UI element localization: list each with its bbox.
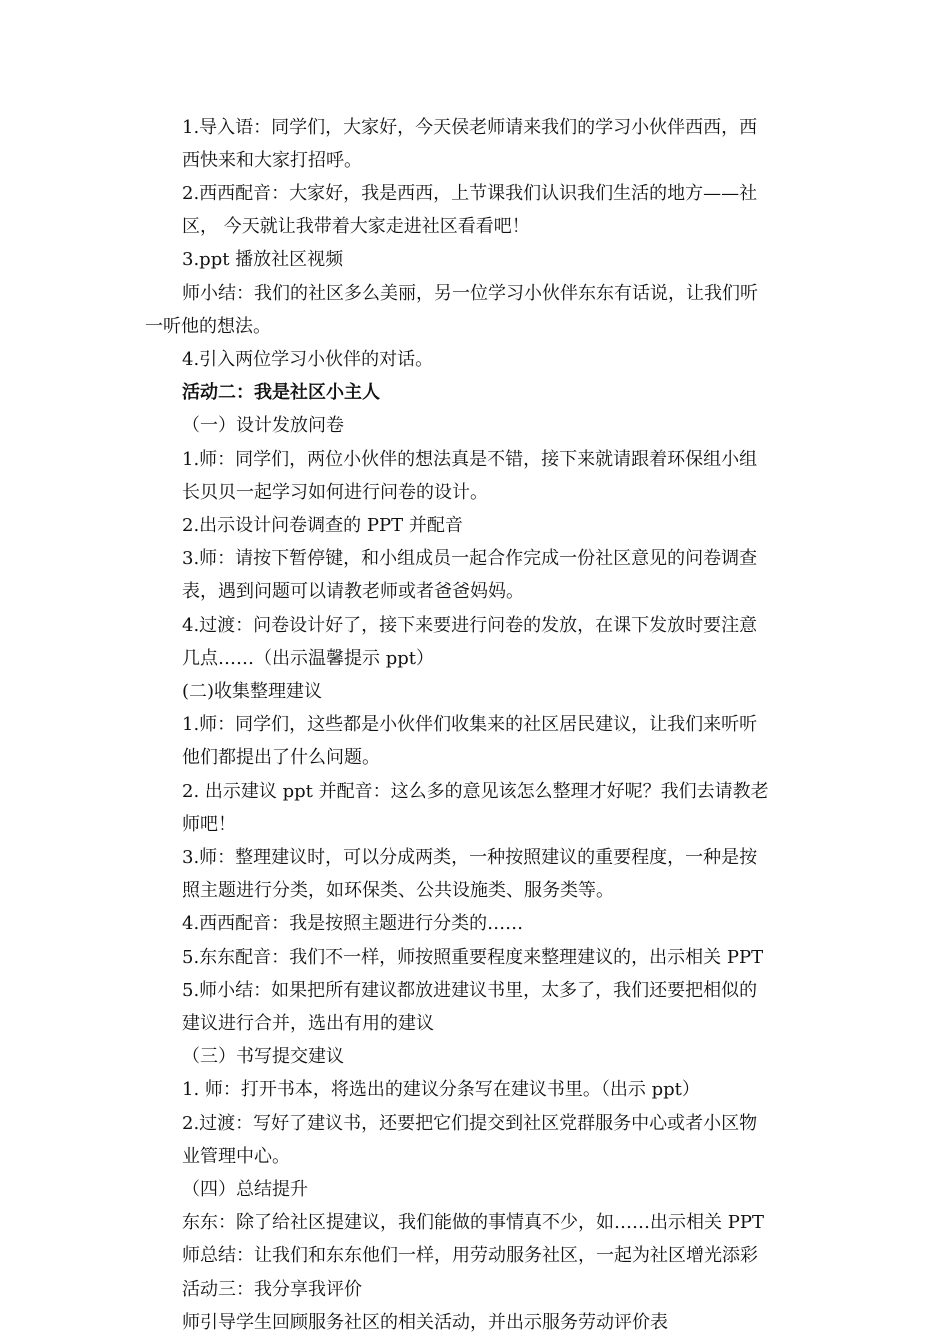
text-line: 1.师：同学们，两位小伙伴的想法真是不错，接下来就请跟着环保组小组	[182, 449, 758, 470]
text-line: 3.师：整理建议时，可以分成两类，一种按照建议的重要程度，一种是按	[182, 847, 758, 868]
text-line: 师小结：我们的社区多么美丽，另一位学习小伙伴东东有话说，让我们听	[182, 283, 758, 304]
text-line: 他们都提出了什么问题。	[182, 747, 380, 768]
text-line: 3.ppt 播放社区视频	[182, 249, 344, 270]
text-line: 照主题进行分类，如环保类、公共设施类、服务类等。	[182, 880, 614, 901]
text-line: 2.出示设计问卷调查的 PPT 并配音	[182, 515, 463, 536]
text-line: 表，遇到问题可以请教老师或者爸爸妈妈。	[182, 581, 524, 602]
section-heading: 活动二：我是社区小主人	[182, 382, 380, 403]
text-line: 西快来和大家打招呼。	[182, 150, 362, 171]
text-line: 1. 师：打开书本，将选出的建议分条写在建议书里。（出示 ppt）	[182, 1079, 700, 1100]
text-line: 2.西西配音：大家好，我是西西，上节课我们认识我们生活的地方——社	[182, 183, 758, 204]
text-line: 长贝贝一起学习如何进行问卷的设计。	[182, 482, 488, 503]
subsection-heading: （四）总结提升	[182, 1179, 308, 1200]
text-line: 2.过渡：写好了建议书，还要把它们提交到社区党群服务中心或者小区物	[182, 1113, 758, 1134]
text-line: 5.师小结：如果把所有建议都放进建议书里，太多了，我们还要把相似的	[182, 980, 758, 1001]
text-line: 建议进行合并，选出有用的建议	[182, 1013, 434, 1034]
text-line: 2. 出示建议 ppt 并配音：这么多的意见该怎么整理才好呢？我们去请教老	[182, 781, 769, 802]
text-line: 5.东东配音：我们不一样，师按照重要程度来整理建议的，出示相关 PPT	[182, 947, 764, 968]
text-line: 3.师：请按下暂停键，和小组成员一起合作完成一份社区意见的问卷调查	[182, 548, 758, 569]
text-line: 业管理中心。	[182, 1146, 290, 1167]
text-line: 4.引入两位学习小伙伴的对话。	[182, 349, 434, 370]
subsection-heading: (二)收集整理建议	[182, 681, 323, 702]
text-line: 1.导入语：同学们，大家好，今天侯老师请来我们的学习小伙伴西西，西	[182, 117, 758, 138]
text-line: 4.过渡：问卷设计好了，接下来要进行问卷的发放，在课下发放时要注意	[182, 615, 758, 636]
text-line: 4.西西配音：我是按照主题进行分类的……	[182, 913, 524, 934]
text-line: 师引导学生回顾服务社区的相关活动，并出示服务劳动评价表	[182, 1312, 668, 1333]
text-line: 几点……（出示温馨提示 ppt）	[182, 648, 434, 669]
text-line: 一听他的想法。	[145, 316, 271, 337]
text-line: 东东：除了给社区提建议，我们能做的事情真不少，如……出示相关 PPT	[182, 1212, 764, 1233]
text-line: 师吧！	[182, 814, 236, 835]
text-line: 1.师：同学们，这些都是小伙伴们收集来的社区居民建议，让我们来听听	[182, 714, 758, 735]
section-heading: 活动三：我分享我评价	[182, 1279, 362, 1300]
text-line: 师总结：让我们和东东他们一样，用劳动服务社区，一起为社区增光添彩	[182, 1245, 758, 1266]
subsection-heading: （一）设计发放问卷	[182, 415, 344, 436]
text-line: 区， 今天就让我带着大家走进社区看看吧！	[182, 216, 530, 237]
subsection-heading: （三）书写提交建议	[182, 1046, 344, 1067]
